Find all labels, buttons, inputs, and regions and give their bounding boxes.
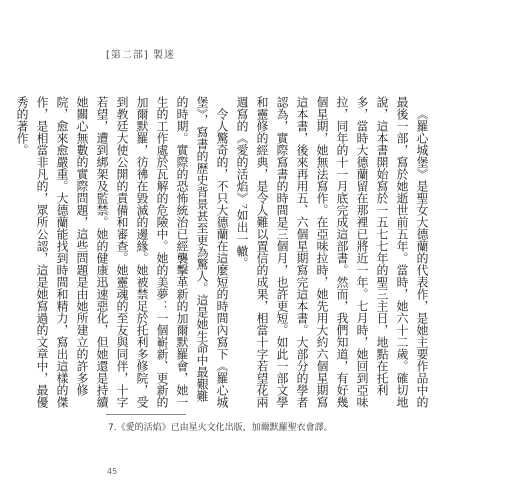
footnote: 7.《愛的活焰》已由星火文化出版，加爾默羅聖衣會譯。 [108, 423, 333, 433]
running-header: [第二部] 製迷 [106, 50, 175, 61]
page-number: 45 [107, 467, 118, 476]
paragraph-1: 《羅心城堡》是聖女大德蘭的代表作，是她主要作品中的最後一部，寫於她逝世前五年。當時，她六十二歲。確切地說，這本書開始寫於一五七七年的聖三主日，地點在托利多，當時大德蘭留在那裡已將近一年。七月時，她回到亞味拉，同年的十一月底完成這部書。然而，我們知道，有好幾個星期，她無法寫作。在亞味拉時，她先用大約六個星期寫這本書，後來再用五、六個星期寫完這本書。大部分的學者認為，實際寫書的時間是三個月，也許更短。如此一部文學和靈修的經典，是令人難以置信的成果，相當十字若望花兩週寫的《愛的活焰》⁷如出一轍。 [235, 96, 429, 408]
footnote-divider [106, 414, 186, 415]
paragraph-2: 令人驚奇的，不只大德蘭在這麼短的時間內寫下《羅心城堡》，寫書的歷史背景甚至更為驚人。這是她生命中最艱難的時期。實際的恐怖統治已經襲擊革新的加爾默羅會，她一生的工作處於瓦解的危險中。她的美夢：一個嶄新、更新的加爾默羅，彷彿在毀滅的邊緣。她被禁足於托利多修院，受到教廷大使公開的責備和審查。她靈魂的至友與同伴，十字若望，遭到綁架及監禁。她的健康迅速惡化，但她還是持續她關心無數的實際問題，這些問題是由她所建立的許多修院，愈來愈嚴重。大德蘭能找到時間和精力，寫出這樣的傑作，是相當非凡的，眾所公認，這是她寫過的文章中，最優秀的著作。 [15, 96, 229, 408]
vertical-text-body [15, 96, 432, 414]
